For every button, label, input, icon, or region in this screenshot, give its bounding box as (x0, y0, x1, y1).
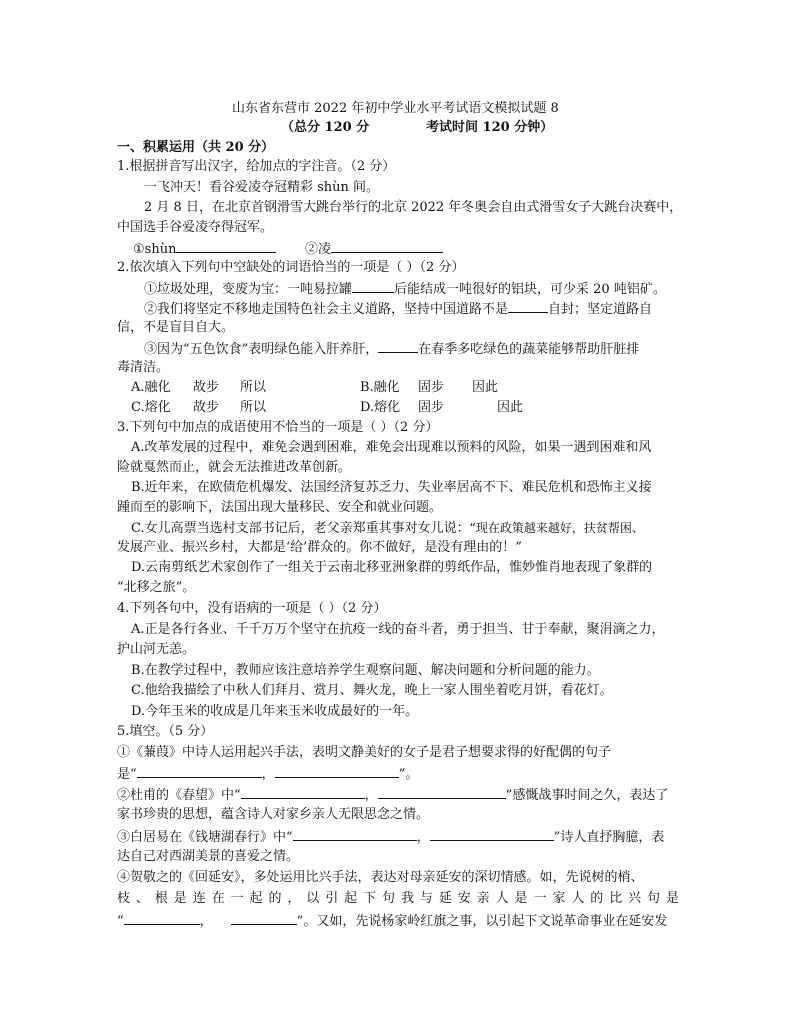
blank-label: ①shùn (133, 242, 177, 257)
sentence-text: ③因为“五色饮食”表明绿色能入肝养肝， (144, 342, 379, 357)
q3-option-b-cont: 踵而至的影响下，法国出现大量移民、安全和就业问题。 (117, 500, 443, 515)
answer-blank[interactable] (331, 238, 443, 253)
answer-blank[interactable] (231, 910, 297, 925)
option-word: C.熔化 (131, 400, 171, 415)
answer-blank[interactable] (508, 298, 548, 313)
option-word: 固步 (418, 400, 445, 415)
answer-blank[interactable] (430, 826, 554, 841)
total-score: （总分 120 分 (281, 120, 370, 135)
q5-item-3 (117, 826, 664, 848)
sentence-text: 后能结成一吨很好的铝块，可少采 20 吨铝矿。 (394, 282, 666, 297)
q5-item-1-blanks (117, 763, 418, 785)
option-text: C.女儿高票当选村支部书记后，老父亲郑重其事对女儿说： (131, 521, 470, 536)
text: ”。 (398, 767, 419, 782)
q3-option-b[interactable]: B.近年来，在欧债危机爆发、法国经济复苏乏力、失业率居高不下、难民危机和恐怖主义接 (131, 480, 652, 495)
q4-option-b[interactable]: B.在教学过程中，教师应该注意培养学生观察问题、解决问题和分析问题的能力。 (131, 663, 600, 678)
sentence-text: 自封；坚定道路自 (548, 302, 653, 317)
text: ， (261, 767, 275, 782)
q2-line: 毒清洁。 (117, 360, 170, 375)
sentence-text: ①垃圾处理，变废为宝：一吨易拉罐 (144, 282, 353, 297)
answer-blank[interactable] (378, 338, 418, 353)
text: ， (364, 788, 378, 803)
option-word: 因此 (497, 400, 524, 415)
option-word: 所以 (240, 400, 267, 415)
option-word: B.融化 (360, 380, 400, 395)
text: ”。又如，先说杨家岭红旗之事，以引起下文说革命事业在延安发 (296, 914, 668, 929)
option-word: 因此 (472, 380, 499, 395)
q5-item-4-cont: 枝、根是连在一起的，以引起下句我与延安亲人是一家人的比兴句是 (117, 891, 679, 906)
q3-option-c[interactable] (131, 518, 644, 539)
q3-option-d-cont: “北移之旅”。 (117, 580, 196, 595)
q1-blank-2 (305, 238, 443, 260)
q3-option-a[interactable]: A.改革发展的过程中，难免会遇到困难，难免会出现难以预料的风险，如果一遇到困难和风 (131, 440, 652, 455)
q5-item-3-cont: 达自己对西湖美景的喜爱之情。 (117, 849, 300, 864)
answer-blank[interactable] (137, 763, 262, 778)
sentence-text: 在春季多吃绿色的蔬菜能够帮助肝脏排 (418, 342, 640, 357)
q1-line: 中国选手谷爱凌夺得冠军。 (117, 220, 274, 235)
answer-blank[interactable] (241, 784, 365, 799)
q3-option-a-cont: 险就戛然而止，就会无法推进改革创新。 (117, 460, 352, 475)
q5-item-2-cont: 家书珍贵的思想，蕴含诗人对家乡亲人无限思念之情。 (117, 807, 430, 822)
text: ”感慨战事时间之久，表达了 (505, 788, 669, 803)
q5-item-4: ④贺敬之的《回延安》，多处运用比兴手法，表达对母亲延安的深切情感。如，先说树的梢、 (117, 870, 644, 885)
q5-item-4-blanks (117, 910, 667, 932)
q3-stem: 3.下列句中加点的成语使用不恰当的一项是（ ）（2 分） (117, 420, 439, 435)
option-word: D.熔化 (360, 400, 401, 415)
q1-blank-1 (133, 238, 276, 260)
q2-sentence-1 (144, 278, 666, 300)
q5-stem: 5.填空。（5 分） (117, 724, 214, 739)
q4-option-a[interactable]: A.正是各行各业、千千万万个坚守在抗疫一线的奋斗者，勇于担当、甘于奉献，聚涓滴之力， (131, 622, 665, 637)
q5-item-2 (117, 784, 668, 806)
quote-text: “现在政策越来越好，扶贫帮困、 (469, 521, 644, 535)
text: 是“ (117, 767, 137, 782)
option-word: A.融化 (131, 380, 171, 395)
answer-blank[interactable] (378, 784, 506, 799)
q4-option-c[interactable]: C.他给我描绘了中秋人们拜月、赏月、舞火龙，晚上一家人围坐着吃月饼，看花灯。 (131, 683, 613, 698)
q4-option-a-cont: 护山河无恙。 (117, 642, 196, 657)
q2-line: 信，不是盲目自大。 (117, 320, 235, 335)
q2-sentence-2 (144, 298, 652, 320)
answer-blank[interactable] (352, 278, 394, 293)
q5-item-1: ①《蒹葭》中诗人运用起兴手法，表明文静美好的女子是君子想要求得的好配偶的句子 (117, 745, 612, 760)
option-word: 固步 (418, 380, 445, 395)
q4-option-d[interactable]: D.今年玉米的收成是几年来玉米收成最好的一年。 (131, 704, 419, 719)
text: ③白居易在《钱塘湖春行》中“ (117, 830, 293, 845)
text: ②杜甫的《春望》中“ (117, 788, 241, 803)
q1-line: 2 月 8 日，在北京首钢滑雪大跳台举行的北京 2022 年冬奥会自由式滑雪女子大跳台决赛中， (144, 200, 683, 215)
q3-option-c-cont: 发展产业、振兴乡村，大都是‘给’群众的。你不做好，是没有理由的！” (117, 540, 522, 555)
exam-title: 山东省东营市 2022 年初中学业水平考试语文模拟试题 8 (232, 101, 559, 116)
section-heading: 一、积累运用（共 20 分） (117, 140, 275, 155)
answer-blank[interactable] (124, 910, 200, 925)
blank-label: ②凌 (305, 242, 332, 257)
q1-line: 一飞冲天！看谷爱凌夺冠精彩 shùn 间。 (144, 180, 380, 195)
text: ， (199, 914, 213, 929)
q1-stem: 1.根据拼音写出汉字，给加点的字注音。（2 分） (117, 159, 396, 174)
sentence-text: ②我们将坚定不移地走国特色社会主义道路，坚持中国道路不是 (144, 302, 509, 317)
text: ”诗人直抒胸臆，表 (553, 830, 665, 845)
exam-time: 考试时间 120 分钟） (426, 120, 554, 135)
q2-stem: 2.依次填入下列句中空缺处的词语恰当的一项是（ ）（2 分） (117, 260, 465, 275)
text: ， (416, 830, 430, 845)
q3-option-d[interactable]: D.云南剪纸艺术家创作了一组关于云南北移亚洲象群的剪纸作品，惟妙惟肖地表现了象群的 (131, 560, 653, 575)
option-word: 故步 (193, 380, 220, 395)
answer-blank[interactable] (293, 826, 417, 841)
option-word: 故步 (193, 400, 220, 415)
answer-blank[interactable] (275, 763, 399, 778)
option-word: 所以 (240, 380, 267, 395)
answer-blank[interactable] (176, 238, 276, 253)
q4-stem: 4.下列各句中，没有语病的一项是（ ）（2 分） (117, 601, 387, 616)
q2-sentence-3 (144, 338, 639, 360)
text: “ (117, 914, 124, 929)
